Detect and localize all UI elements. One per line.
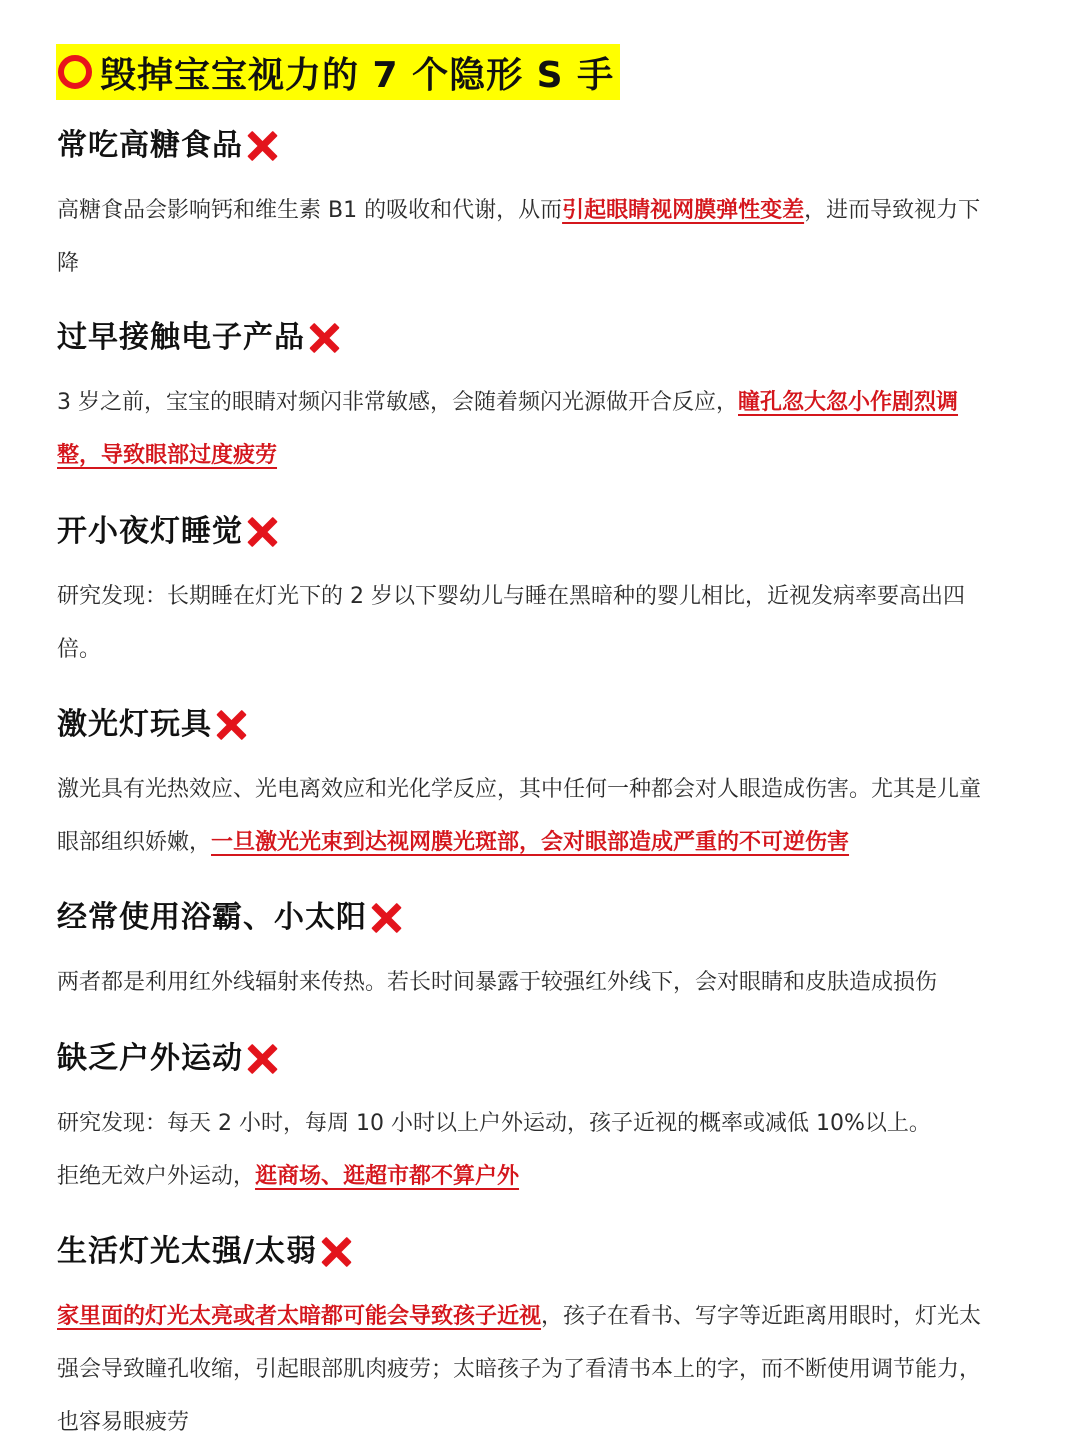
section-heading (57, 1230, 1023, 1274)
section-heading (57, 703, 1023, 747)
section-night-light (57, 510, 1023, 676)
section-heading (57, 124, 1023, 168)
red-cross-icon (245, 515, 279, 549)
body-text: 激光具有光热效应、光电离效应和光化学反应，其中任何一种都会对人眼造成伤害。尤其是儿童眼部组织娇嫩， (57, 777, 982, 855)
body-text: 3 岁之前，宝宝的眼睛对频闪非常敏感，会随着频闪光源做开合反应， (57, 390, 738, 415)
section-outdoor (57, 1037, 1023, 1203)
section-high-sugar (57, 124, 1023, 290)
red-circle-icon (58, 55, 92, 89)
red-cross-icon (245, 1042, 279, 1076)
body-text: 高糖食品会影响钙和维生素 B1 的吸收和代谢，从而 (57, 198, 563, 223)
body-text: 两者都是利用红外线辐射来传热。若长时间暴露于较强红外线下，会对眼睛和皮肤造成损伤 (57, 970, 938, 995)
title-banner (56, 44, 620, 100)
body-text: 研究发现：每天 2 小时，每周 10 小时以上户外运动，孩子近视的概率或减低 10%以上。 (57, 1111, 931, 1136)
highlighted-text: 引起眼睛视网膜弹性变差 (562, 198, 805, 223)
body-text: 拒绝无效户外运动， (57, 1164, 256, 1189)
section-heading (57, 896, 1023, 940)
section-heading-text: 开小夜灯睡觉 (57, 514, 243, 549)
section-heading (57, 510, 1023, 554)
highlighted-text: 家里面的灯光太亮或者太暗都可能会导致孩子近视 (57, 1304, 542, 1329)
section-heaters (57, 896, 1023, 1009)
section-electronics (57, 316, 1023, 482)
section-body (57, 1290, 997, 1449)
section-heading-text: 生活灯光太强/太弱 (57, 1234, 317, 1269)
page-title: 毁掉宝宝视力的 7 个隐形 S 手 (100, 54, 615, 96)
red-cross-icon (214, 708, 248, 742)
section-body (57, 570, 997, 676)
highlighted-text: 逛商场、逛超市都不算户外 (255, 1164, 520, 1189)
highlighted-text: 瞳孔忽大忽小作剧烈调整，导致眼部过度疲劳 (57, 390, 959, 468)
red-cross-icon (369, 901, 403, 935)
section-laser-toys (57, 703, 1023, 869)
section-lighting (57, 1230, 1023, 1449)
red-cross-icon (319, 1235, 353, 1269)
section-heading-text: 常吃高糖食品 (57, 128, 243, 163)
highlighted-text: 一旦激光光束到达视网膜光斑部，会对眼部造成严重的不可逆伤害 (211, 830, 850, 855)
red-cross-icon (307, 321, 341, 355)
body-text: ，进而导致视力下降 (57, 198, 981, 276)
section-body (57, 1097, 997, 1203)
red-cross-icon (245, 129, 279, 163)
section-heading (57, 316, 1023, 360)
section-heading-text: 过早接触电子产品 (57, 320, 305, 355)
section-body (57, 956, 997, 1009)
section-heading-text: 缺乏户外运动 (57, 1041, 243, 1076)
body-text: 研究发现：长期睡在灯光下的 2 岁以下婴幼儿与睡在黑暗种的婴儿相比，近视发病率要高出四倍。 (57, 584, 965, 662)
section-body (57, 184, 997, 290)
section-body (57, 376, 997, 482)
section-body (57, 763, 997, 869)
section-heading (57, 1037, 1023, 1081)
section-heading-text: 经常使用浴霸、小太阳 (57, 900, 367, 935)
body-text: ，孩子在看书、写字等近距离用眼时，灯光太强会导致瞳孔收缩，引起眼部肌肉疲劳；太暗孩子为了看清书本上的字，而不断使用调节能力，也容易眼疲劳 (57, 1304, 982, 1435)
section-heading-text: 激光灯玩具 (57, 707, 212, 742)
